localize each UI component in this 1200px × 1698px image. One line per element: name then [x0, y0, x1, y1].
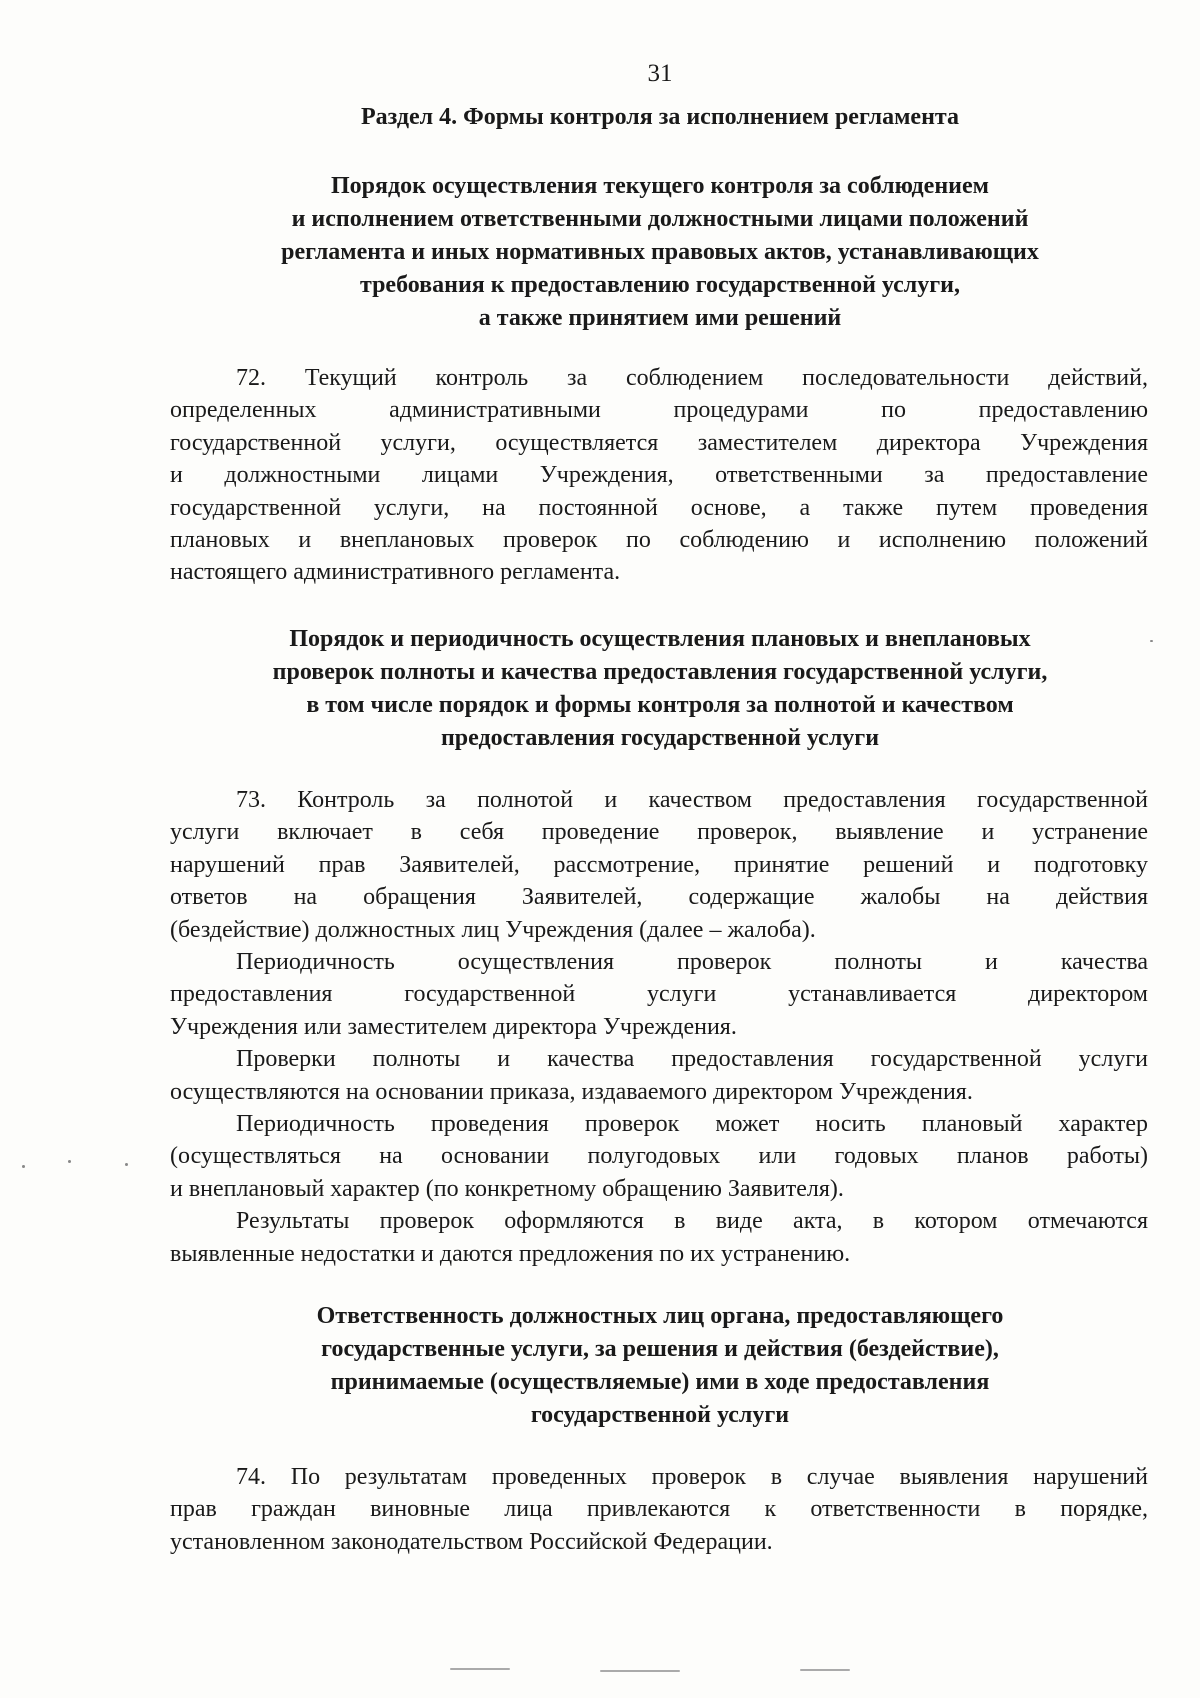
text-line: услуги включает в себя проведение проверок, выявление и устранение [170, 819, 1148, 846]
text-line: определенных административными процедурами по предоставлению [170, 397, 1148, 424]
paragraph-72 [170, 362, 1148, 589]
text-line: плановых и внеплановых проверок по соблюдению и исполнению положений [170, 527, 1148, 554]
paragraph-74 [170, 1461, 1148, 1558]
heading-line: проверок полноты и качества предоставления государственной услуги, [272, 659, 1048, 685]
text-line: Учреждения или заместителем директора Учреждения. [170, 1013, 737, 1040]
heading-current-control [160, 170, 1160, 335]
scan-speck [600, 1670, 680, 1672]
text-line: 72. Текущий контроль за соблюдением последовательности действий, [236, 365, 1148, 391]
scan-speck [22, 1165, 25, 1168]
text-line: и внеплановый характер (по конкретному обращению Заявителя). [170, 1175, 844, 1202]
text-line: 73. Контроль за полнотой и качеством предоставления государственной [236, 787, 1148, 813]
text-line: Периодичность осуществления проверок полноты и качества [236, 949, 1148, 976]
text-line: (осуществляться на основании полугодовых или годовых планов работы) [170, 1143, 1148, 1170]
text-line: Результаты проверок оформляются в виде акта, в котором отмечаются [236, 1208, 1148, 1235]
heading-line: в том числе порядок и формы контроля за полнотой и качеством [306, 692, 1014, 718]
text-line: государственной услуги, осуществляется заместителем директора Учреждения [170, 429, 1148, 456]
heading-line: предоставления государственной услуги [440, 725, 880, 751]
heading-line: регламента и иных нормативных правовых актов, устанавливающих [281, 239, 1039, 265]
scan-speck [450, 1668, 510, 1670]
text-line: прав граждан виновные лица привлекаются к ответственности в порядке, [170, 1496, 1148, 1523]
text-line: государственной услуги, на постоянной основе, а также путем проведения [170, 494, 1148, 521]
heading-responsibility [160, 1300, 1160, 1432]
text-line: установленном законодательством Российской Федерации. [170, 1528, 773, 1555]
text-line: предоставления государственной услуги устанавливается директором [170, 981, 1148, 1008]
heading-line: требования к предоставлению государственной услуги, [360, 272, 960, 298]
scan-speck [1150, 640, 1153, 642]
scan-speck [125, 1163, 128, 1166]
text-line: настоящего административного регламента. [170, 559, 621, 586]
text-line: нарушений прав Заявителей, рассмотрение, принятие решений и подготовку [170, 851, 1148, 878]
heading-line: государственной услуги [530, 1402, 790, 1428]
heading-line: Порядок и периодичность осуществления плановых и внеплановых [289, 626, 1031, 652]
text-line: Проверки полноты и качества предоставления государственной услуги [236, 1046, 1148, 1073]
heading-line: а также принятием ими решений [478, 305, 842, 331]
text-line: ответов на обращения Заявителей, содержащие жалобы на действия [170, 884, 1148, 911]
text-line: осуществляются на основании приказа, издаваемого директором Учреждения. [170, 1078, 973, 1105]
text-line: Периодичность проведения проверок может носить плановый характер [236, 1111, 1148, 1138]
heading-periodicity [160, 623, 1160, 755]
text-line: 74. По результатам проведенных проверок в случае выявления нарушений [236, 1464, 1148, 1490]
text-line: (бездействие) должностных лиц Учреждения (далее – жалоба). [170, 916, 816, 943]
heading-line: и исполнением ответственными должностными лицами положений [291, 206, 1029, 232]
heading-line: принимаемые (осуществляемые) ими в ходе предоставления [330, 1369, 990, 1395]
heading-line: государственные услуги, за решения и действия (бездействие), [321, 1336, 999, 1362]
page-number: 31 [647, 60, 673, 87]
text-line: и должностными лицами Учреждения, ответственными за предоставление [170, 462, 1148, 489]
section-title: Раздел 4. Формы контроля за исполнением регламента [360, 104, 959, 130]
text-line: выявленные недостатки и даются предложения по их устранению. [170, 1240, 851, 1267]
paragraph-73 [170, 784, 1148, 1270]
scan-speck [800, 1669, 850, 1671]
scan-speck [68, 1160, 71, 1163]
heading-line: Порядок осуществления текущего контроля за соблюдением [331, 173, 989, 199]
heading-line: Ответственность должностных лиц органа, предоставляющего [316, 1303, 1004, 1329]
